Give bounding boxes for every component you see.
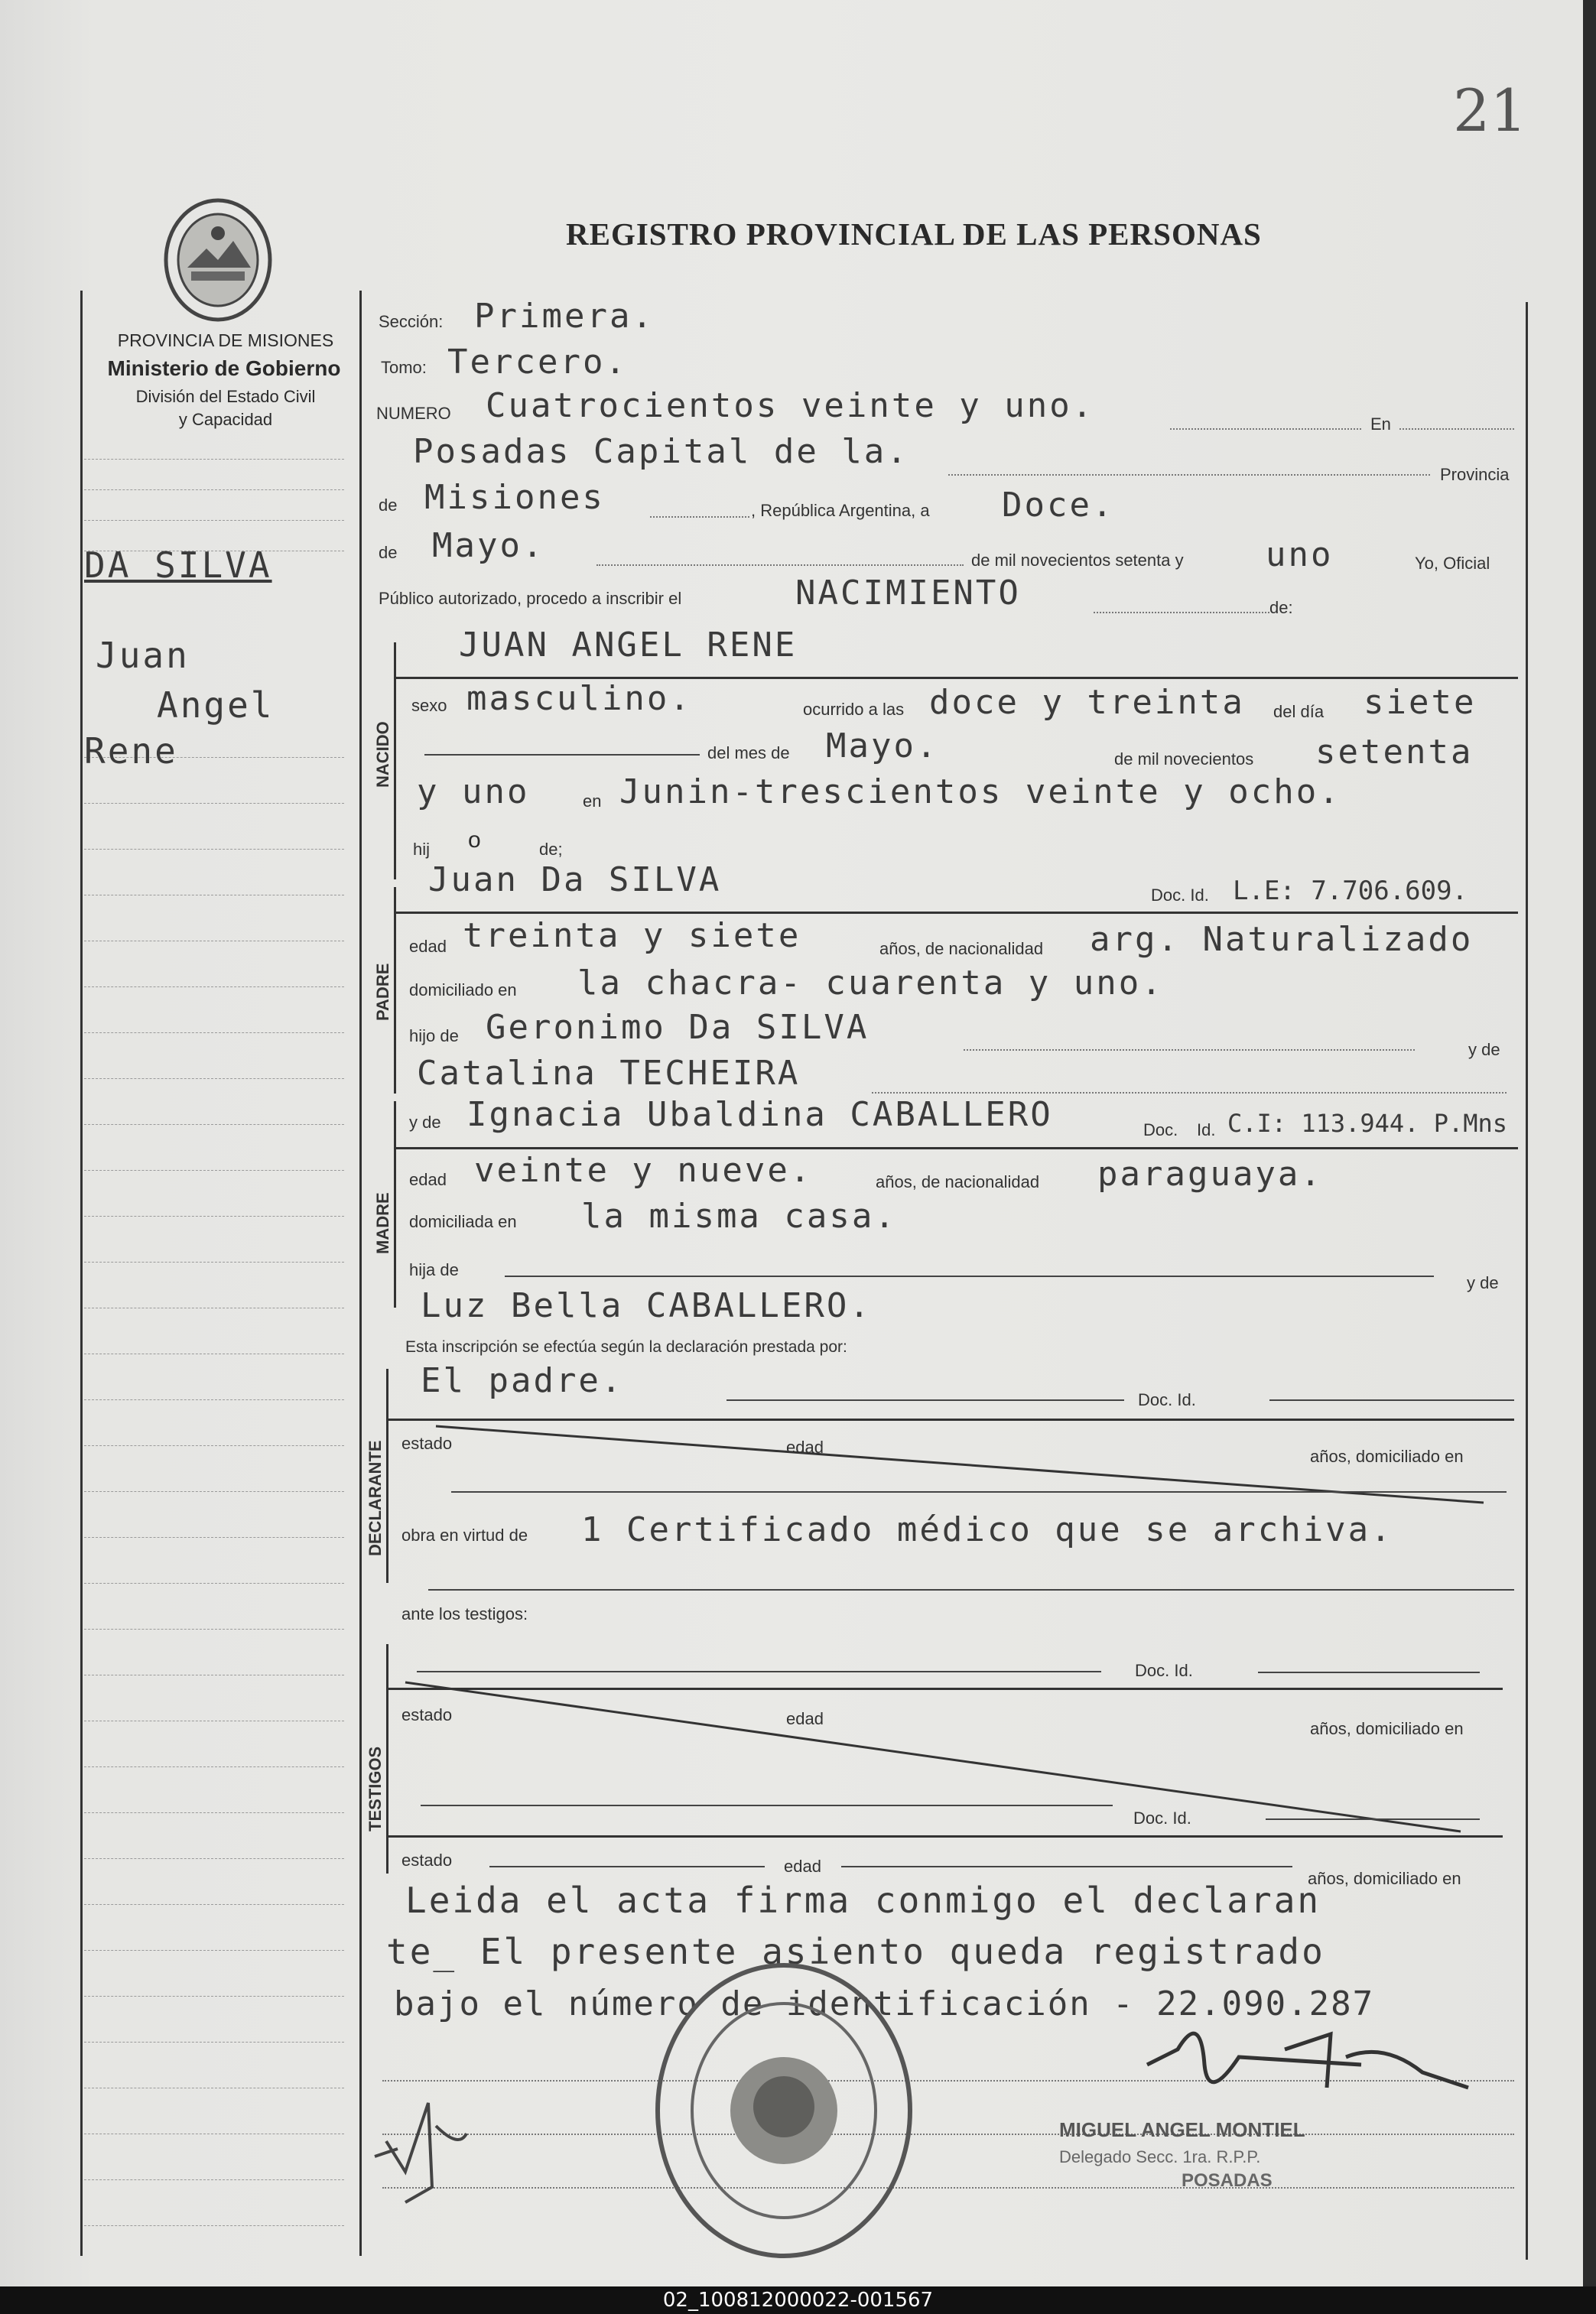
sidebar-rule — [84, 1078, 344, 1079]
blank-rule — [428, 1589, 1514, 1591]
padre-edad-value: treinta y siete — [463, 916, 801, 955]
publico-label: Público autorizado, procedo a inscribir el — [379, 589, 682, 608]
provincia-label: Provincia — [1440, 465, 1510, 484]
lugar-nac-value: Junin-trescientos veinte y ocho. — [619, 772, 1341, 811]
anos-dom-label: años, domiciliado en — [1308, 1869, 1461, 1888]
official-seal-stamp — [646, 1958, 922, 2264]
padre-nombre-value: Juan Da SILVA — [428, 860, 722, 899]
sidebar-rule — [84, 2042, 344, 2043]
numero-label: NUMERO — [376, 404, 451, 423]
image-caption: 02_100812000022-001567 — [0, 2286, 1596, 2314]
de-colon-label: de: — [1269, 598, 1293, 617]
dotted-rule — [948, 474, 1430, 476]
left-margin-line — [80, 291, 83, 2256]
division-line-1: División del Estado Civil — [135, 387, 316, 406]
sidebar-divider-line — [359, 291, 362, 2256]
anio-nac-value-2: y uno — [417, 772, 530, 811]
tomo-value: Tercero. — [447, 343, 628, 382]
sidebar-rule — [84, 849, 344, 850]
cancel-strike-line — [398, 1419, 1522, 1510]
sidebar-rule — [84, 1950, 344, 1951]
blank-rule — [424, 754, 700, 756]
provincial-emblem-icon — [161, 195, 275, 325]
ante-label: ante los testigos: — [401, 1604, 528, 1623]
en-label: En — [1370, 414, 1391, 434]
testigo2-doc-label: Doc. Id. — [1133, 1809, 1191, 1828]
hij-label: hij — [413, 840, 431, 859]
numero-value: Cuatrocientos veinte y uno. — [486, 386, 1095, 425]
declarante-doc-label: Doc. Id. — [1138, 1390, 1196, 1409]
madre-madre-value: Luz Bella CABALLERO. — [421, 1286, 872, 1325]
dia-nac-value: siete — [1364, 683, 1477, 722]
testigo1-doc-label: Doc. Id. — [1135, 1661, 1193, 1680]
obra-value: 1 Certificado médico que se archiva. — [581, 1510, 1393, 1549]
estado-label: estado — [401, 1851, 453, 1870]
declarant-signature — [359, 2080, 512, 2218]
sidebar-rule — [84, 459, 344, 460]
blank-rule — [505, 1276, 1434, 1277]
blank-rule — [417, 1671, 1101, 1672]
dotted-rule — [1399, 428, 1514, 430]
y-de-label: y de — [1468, 1040, 1500, 1059]
dotted-rule — [382, 2134, 1514, 2135]
hija-de-label: hija de — [409, 1260, 459, 1279]
sidebar-given-name-2: Angel — [157, 684, 275, 726]
blank-rule — [1266, 1818, 1480, 1820]
sidebar-rule — [84, 520, 344, 521]
dotted-rule — [596, 564, 964, 566]
sidebar-rule — [84, 1858, 344, 1859]
anos-nac-label: años, de nacionalidad — [879, 939, 1044, 958]
section-bracket-padre — [394, 887, 396, 1094]
sidebar-given-name-3: Rene — [84, 730, 178, 772]
madre-edad-value: veinte y nueve. — [474, 1151, 813, 1190]
sidebar-rule — [84, 1583, 344, 1584]
sexo-value: masculino. — [466, 679, 692, 718]
section-label-testigos: TESTIGOS — [366, 1746, 385, 1831]
cancel-strike-line — [398, 1675, 1522, 1843]
blank-rule — [451, 1491, 1507, 1493]
sidebar-rule — [84, 1445, 344, 1446]
dotted-rule — [964, 1049, 1415, 1051]
estado-label: estado — [401, 1705, 453, 1724]
domiciliado-label: domiciliado en — [409, 980, 517, 999]
hij-letter: o — [468, 827, 481, 853]
sidebar-rule — [84, 1904, 344, 1905]
dotted-rule — [1094, 612, 1269, 613]
yo-oficial-label: Yo, Oficial — [1415, 554, 1490, 573]
de-mil-nov-label: de mil novecientos — [1114, 749, 1254, 769]
sidebar-given-name-1: Juan — [96, 635, 190, 676]
padre-nac-value: arg. Naturalizado — [1090, 920, 1474, 959]
edad-label: edad — [409, 937, 447, 956]
division-line-2: y Capacidad — [178, 410, 273, 429]
blank-rule — [841, 1866, 1292, 1867]
declarante-value: El padre. — [421, 1361, 624, 1400]
madre-doc-label: Doc. — [1143, 1120, 1178, 1139]
section-label-madre: MADRE — [373, 1192, 392, 1254]
madre-dom-value: la misma casa. — [581, 1197, 897, 1236]
de-semicolon-label: de; — [539, 840, 563, 859]
section-bracket-testigos — [386, 1644, 388, 1874]
sidebar-rule — [84, 1170, 344, 1171]
sidebar-rule — [84, 2179, 344, 2180]
sidebar-rule — [84, 1766, 344, 1767]
domiciliada-label: domiciliada en — [409, 1212, 517, 1231]
madre-nac-value: paraguaya. — [1097, 1155, 1323, 1194]
page-number: 21 — [1453, 76, 1527, 145]
nota-line-2: te_ El presente asiento queda registrado — [386, 1931, 1325, 1972]
dotted-rule — [1170, 428, 1361, 430]
dia-value: Doce. — [1002, 486, 1115, 525]
blank-rule — [421, 1805, 1113, 1806]
padre-padre-value: Geronimo Da SILVA — [486, 1008, 870, 1047]
madre-id-label: Id. — [1197, 1120, 1216, 1139]
sidebar-rule — [84, 803, 344, 804]
y-de-label: y de — [1467, 1273, 1499, 1292]
section-rule — [386, 1835, 1503, 1838]
stamp-name: MIGUEL ANGEL MONTIEL — [1059, 2118, 1305, 2141]
anio-value: uno — [1266, 535, 1334, 574]
de-label: de — [379, 543, 398, 562]
blank-rule — [726, 1399, 1124, 1401]
sidebar-rule — [84, 2225, 344, 2226]
sidebar-rule — [84, 1124, 344, 1125]
right-margin-line — [1526, 302, 1528, 2260]
anio-nac-value: setenta — [1315, 733, 1474, 772]
official-signature — [1132, 2004, 1484, 2111]
sidebar-rule — [84, 986, 344, 987]
section-label-declarante: DECLARANTE — [366, 1440, 385, 1556]
anos-dom-label: años, domiciliado en — [1310, 1447, 1464, 1466]
y-de-label: y de — [409, 1113, 441, 1132]
del-mes-label: del mes de — [707, 743, 790, 762]
sidebar-rule — [84, 1262, 344, 1263]
hijo-de-label: hijo de — [409, 1026, 459, 1045]
de-mil-label: de mil novecientos setenta y — [971, 551, 1184, 570]
tomo-label: Tomo: — [381, 358, 427, 377]
seccion-value: Primera. — [474, 297, 655, 336]
edad-label: edad — [786, 1709, 824, 1728]
acto-value: NACIMIENTO — [795, 574, 1021, 613]
sidebar-rule — [84, 1216, 344, 1217]
dotted-rule — [382, 2187, 1514, 2189]
madre-doc-value: C.I: 113.944. P.Mns — [1227, 1109, 1508, 1138]
ministry-name: Ministerio de Gobierno — [107, 356, 341, 380]
blank-rule — [489, 1866, 765, 1867]
obra-label: obra en virtud de — [401, 1526, 528, 1545]
province-name: PROVINCIA DE MISIONES — [117, 330, 334, 350]
sidebar-rule — [84, 1032, 344, 1033]
lugar-value: Posadas Capital de la. — [413, 432, 909, 471]
edad-label: edad — [409, 1170, 447, 1189]
dotted-rule — [650, 516, 749, 518]
mes-value: Mayo. — [432, 526, 545, 565]
sidebar-rule — [84, 1629, 344, 1630]
nota-line-3: bajo el número de identificación - 22.090.287 — [394, 1984, 1375, 2023]
edad-label: edad — [784, 1857, 821, 1876]
estado-label: estado — [401, 1434, 453, 1453]
padre-dom-value: la chacra- cuarenta y uno. — [577, 964, 1164, 1003]
sidebar-rule — [84, 1812, 344, 1813]
section-bracket-declarante — [386, 1369, 388, 1583]
sidebar-rule — [84, 1399, 344, 1400]
stamp-title: Delegado Secc. 1ra. R.P.P. — [1059, 2147, 1261, 2166]
de-label: de — [379, 496, 398, 515]
section-rule — [394, 912, 1518, 914]
sidebar-rule — [84, 1996, 344, 1997]
sexo-label: sexo — [411, 696, 447, 715]
sidebar-rule — [84, 1491, 344, 1492]
hora-value: doce y treinta — [929, 683, 1245, 722]
anos-dom-label: años, domiciliado en — [1310, 1719, 1464, 1738]
section-rule — [394, 1147, 1518, 1149]
declaracion-label: Esta inscripción se efectúa según la declaración prestada por: — [405, 1338, 847, 1356]
madre-nombre-value: Ignacia Ubaldina CABALLERO — [466, 1095, 1053, 1134]
padre-doc-value: L.E: 7.706.609. — [1233, 876, 1468, 906]
mes-nac-value: Mayo. — [826, 726, 939, 765]
sidebar-rule — [84, 1537, 344, 1538]
edad-label: edad — [786, 1438, 824, 1457]
sidebar-rule — [84, 489, 344, 490]
provincia-value: Misiones — [424, 478, 605, 517]
sidebar-surname: DA SILVA — [84, 544, 272, 586]
seccion-label: Sección: — [379, 312, 444, 331]
section-label-padre: PADRE — [373, 963, 392, 1021]
nombre-value: JUAN ANGEL RENE — [459, 626, 798, 665]
section-label-nacido: NACIDO — [373, 721, 392, 788]
dotted-rule — [872, 1092, 1507, 1094]
anos-nac-label: años, de nacionalidad — [876, 1172, 1040, 1191]
padre-madre-value: Catalina TECHEIRA — [417, 1054, 801, 1093]
document-title: REGISTRO PROVINCIAL DE LAS PERSONAS — [566, 216, 1262, 252]
blank-rule — [1258, 1672, 1480, 1673]
section-bracket-madre — [394, 1101, 396, 1308]
stamp-city: POSADAS — [1182, 2170, 1273, 2191]
ocurrido-label: ocurrido a las — [803, 700, 905, 719]
nota-line-1: Leida el acta firma conmigo el declaran — [405, 1880, 1321, 1921]
en-label: en — [583, 791, 602, 811]
padre-doc-label: Doc. Id. — [1151, 886, 1209, 905]
del-dia-label: del día — [1273, 702, 1325, 721]
blank-rule — [1269, 1399, 1514, 1401]
republica-label: , República Argentina, a — [751, 501, 930, 520]
